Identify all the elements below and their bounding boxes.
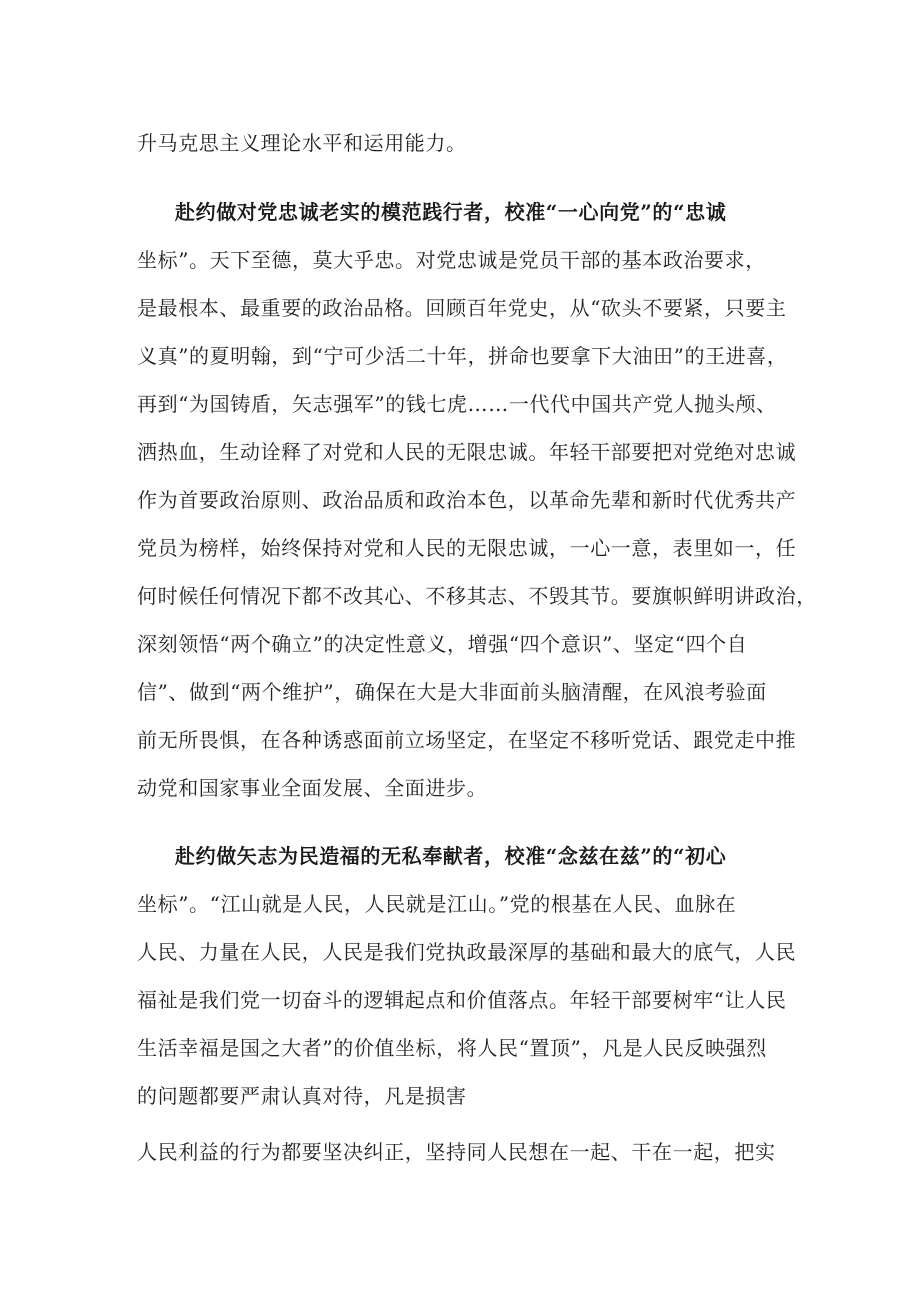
paragraph-loyalty-line: 义真”的夏明翰，到“宁可少活二十年，拼命也要拿下大油田”的王进喜， <box>137 344 788 368</box>
paragraph-loyalty-line: 是最根本、最重要的政治品格。回顾百年党史，从“砍头不要紧，只要主 <box>137 296 787 320</box>
paragraph-loyalty-line: 何时候任何情况下都不改其心、不移其志、不毁其节。要旗帜鲜明讲政治， <box>137 584 817 608</box>
paragraph-loyalty-line: 作为首要政治原则、政治品质和政治本色，以革命先辈和新时代优秀共产 <box>137 488 797 512</box>
paragraph-loyalty-line: 信”、做到“两个维护”，确保在大是大非面前头脑清醒，在风浪考验面 <box>137 680 767 704</box>
paragraph-loyalty-line: 洒热血，生动诠释了对党和人民的无限忠诚。年轻干部要把对党绝对忠诚 <box>137 440 797 464</box>
paragraph-people-line: 人民、力量在人民，人民是我们党执政最深厚的基础和最大的底气，人民 <box>137 940 797 964</box>
paragraph-people-line: 坐标”。“江山就是人民，人民就是江山。”党的根基在人民、血脉在 <box>137 892 737 916</box>
paragraph-loyalty-line: 前无所畏惧，在各种诱惑面前立场坚定，在坚定不移听党话、跟党走中推 <box>137 728 797 752</box>
paragraph-people-line: 生活幸福是国之大者”的价值坐标，将人民“置顶”，凡是人民反映强烈 <box>137 1036 767 1060</box>
paragraph-people-line: 的问题都要严肃认真对待，凡是损害 <box>137 1084 467 1108</box>
paragraph-loyalty-line: 深刻领悟“两个确立”的决定性意义，增强“四个意识”、坚定“四个自 <box>137 632 748 656</box>
paragraph-loyalty-line: 坐标”。天下至德，莫大乎忠。对党忠诚是党员干部的基本政治要求， <box>137 248 766 272</box>
paragraph-loyalty-line: 动党和国家事业全面发展、全面进步。 <box>137 776 488 800</box>
paragraph-loyalty-line: 再到“为国铸盾，矢志强军”的钱七虎……一代代中国共产党人抛头颅、 <box>137 392 777 416</box>
paragraph-loyalty-heading-line: 赴约做对党忠诚老实的模范践行者，校准“一心向党”的“忠诚 <box>175 200 727 224</box>
paragraph-people-heading-line: 赴约做矢志为民造福的无私奉献者，校准“念兹在兹”的“初心 <box>175 844 727 868</box>
paragraph-continuation-line: 升马克思主义理论水平和运用能力。 <box>137 131 467 155</box>
paragraph-people-line: 人民利益的行为都要坚决纠正，坚持同人民想在一起、干在一起，把实 <box>137 1140 776 1164</box>
paragraph-people-line: 福祉是我们党一切奋斗的逻辑起点和价值落点。年轻干部要树牢“让人民 <box>137 988 787 1012</box>
paragraph-loyalty-line: 党员为榜样，始终保持对党和人民的无限忠诚，一心一意，表里如一，任 <box>137 536 797 560</box>
